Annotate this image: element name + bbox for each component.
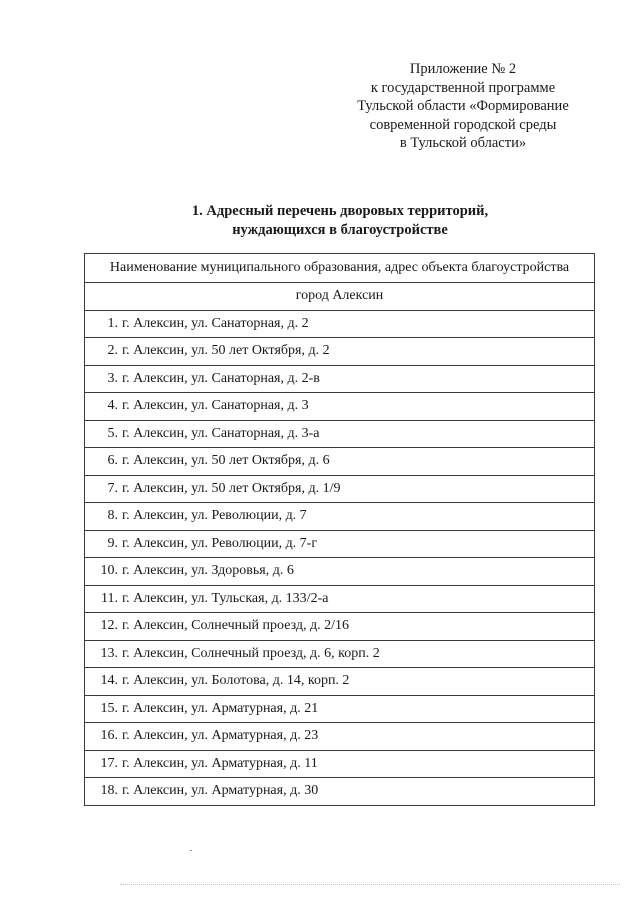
address-row-content (85, 371, 594, 387)
address-row-content (85, 563, 594, 579)
row-address: г. Алексин, ул. Санаторная, д. 3 (122, 398, 309, 414)
address-cell (85, 585, 595, 613)
address-row-content (85, 673, 594, 689)
address-cell (85, 338, 595, 366)
address-row-content (85, 646, 594, 662)
row-address: г. Алексин, ул. Здоровья, д. 6 (122, 563, 294, 579)
row-address: г. Алексин, ул. 50 лет Октября, д. 2 (122, 343, 330, 359)
address-cell (85, 448, 595, 476)
row-number: 10. (100, 563, 118, 579)
row-address: г. Алексин, ул. Санаторная, д. 2-в (122, 370, 320, 386)
address-cell (85, 503, 595, 531)
address-table-body (85, 254, 595, 806)
row-number: 4. (107, 398, 118, 414)
address-cell (85, 393, 595, 421)
address-row-content (85, 783, 594, 799)
row-number: 7. (107, 480, 118, 496)
address-row-content (85, 756, 594, 772)
address-cell (85, 750, 595, 778)
address-row-content (85, 426, 594, 442)
address-row-content (85, 316, 594, 332)
table-row (85, 365, 595, 393)
row-address: г. Алексин, ул. Арматурная, д. 30 (122, 783, 319, 799)
appendix-line: современной городской среды (369, 116, 557, 133)
address-cell (85, 420, 595, 448)
row-number: 9. (107, 535, 118, 551)
address-cell (85, 310, 595, 338)
row-number: 3. (107, 370, 118, 386)
document-title-line-2: нуждающихся в благоустройстве (232, 221, 448, 238)
address-cell (85, 778, 595, 806)
table-row (85, 393, 595, 421)
address-row-content (85, 453, 594, 469)
table-row (85, 613, 595, 641)
row-number: 6. (107, 453, 118, 469)
address-table (84, 253, 595, 806)
table-row (85, 695, 595, 723)
row-number: 5. (107, 425, 118, 441)
table-row (85, 475, 595, 503)
table-row (85, 530, 595, 558)
table-row (85, 723, 595, 751)
address-row-content (85, 481, 594, 497)
row-address: г. Алексин, ул. Тульская, д. 133/2-а (122, 590, 329, 606)
row-address: г. Алексин, ул. 50 лет Октября, д. 6 (122, 453, 330, 469)
address-row-content (85, 343, 594, 359)
table-row (85, 448, 595, 476)
table-row (85, 668, 595, 696)
address-cell (85, 530, 595, 558)
row-address: г. Алексин, ул. Санаторная, д. 3-а (122, 425, 320, 441)
scan-artifact-line (120, 884, 620, 887)
table-row (85, 558, 595, 586)
row-address: г. Алексин, ул. Санаторная, д. 2 (122, 315, 309, 331)
row-address: г. Алексин, Солнечный проезд, д. 2/16 (122, 618, 350, 634)
row-address: г. Алексин, ул. Арматурная, д. 23 (122, 728, 319, 744)
row-number: 13. (100, 645, 118, 661)
row-address: г. Алексин, ул. Болотова, д. 14, корп. 2 (122, 673, 350, 689)
table-row (85, 750, 595, 778)
city-group-cell: город Алексин (85, 283, 595, 311)
row-number: 14. (100, 673, 118, 689)
address-cell (85, 475, 595, 503)
row-number: 1. (107, 315, 118, 331)
row-number: 8. (107, 508, 118, 524)
address-cell (85, 558, 595, 586)
appendix-line: в Тульской области» (399, 135, 527, 151)
row-address: г. Алексин, ул. Арматурная, д. 21 (122, 700, 319, 716)
address-row-content (85, 398, 594, 414)
address-row-content (85, 508, 594, 524)
row-address: г. Алексин, ул. 50 лет Октября, д. 1/9 (122, 480, 341, 496)
address-cell (85, 723, 595, 751)
row-number: 15. (100, 700, 118, 716)
appendix-line: к государственной программе (370, 79, 556, 96)
row-address: г. Алексин, ул. Революции, д. 7 (122, 508, 307, 524)
address-row-content (85, 591, 594, 607)
row-address: г. Алексин, Солнечный проезд, д. 6, корп. 2 (122, 645, 380, 661)
address-cell (85, 365, 595, 393)
row-number: 2. (107, 343, 118, 359)
row-number: 16. (100, 728, 118, 744)
document-title (130, 202, 550, 239)
row-number: 11. (101, 590, 118, 606)
table-row (85, 640, 595, 668)
table-row (85, 310, 595, 338)
row-number: 12. (100, 618, 118, 634)
appendix-line: Приложение № 2 (409, 61, 517, 77)
address-cell (85, 695, 595, 723)
document-title-line-1: 1. Адресный перечень дворовых территорий, (191, 203, 489, 219)
table-header-row (85, 254, 595, 283)
table-group-row (85, 283, 595, 311)
row-address: г. Алексин, ул. Революции, д. 7-г (122, 535, 318, 551)
row-number: 17. (100, 755, 118, 771)
table-row (85, 585, 595, 613)
row-address: г. Алексин, ул. Арматурная, д. 11 (122, 755, 318, 771)
row-number: 18. (100, 783, 118, 799)
address-cell (85, 613, 595, 641)
appendix-note (340, 60, 586, 153)
table-row (85, 503, 595, 531)
address-cell (85, 668, 595, 696)
table-row (85, 778, 595, 806)
table-header-cell: Наименование муниципального образования, адрес объекта благоустройства (85, 254, 595, 283)
address-row-content (85, 536, 594, 552)
appendix-line: Тульской области «Формирование (357, 98, 569, 114)
table-row (85, 420, 595, 448)
address-row-content (85, 618, 594, 634)
address-row-content (85, 701, 594, 717)
address-row-content (85, 728, 594, 744)
table-row (85, 338, 595, 366)
address-cell (85, 640, 595, 668)
scan-speck (190, 850, 192, 851)
